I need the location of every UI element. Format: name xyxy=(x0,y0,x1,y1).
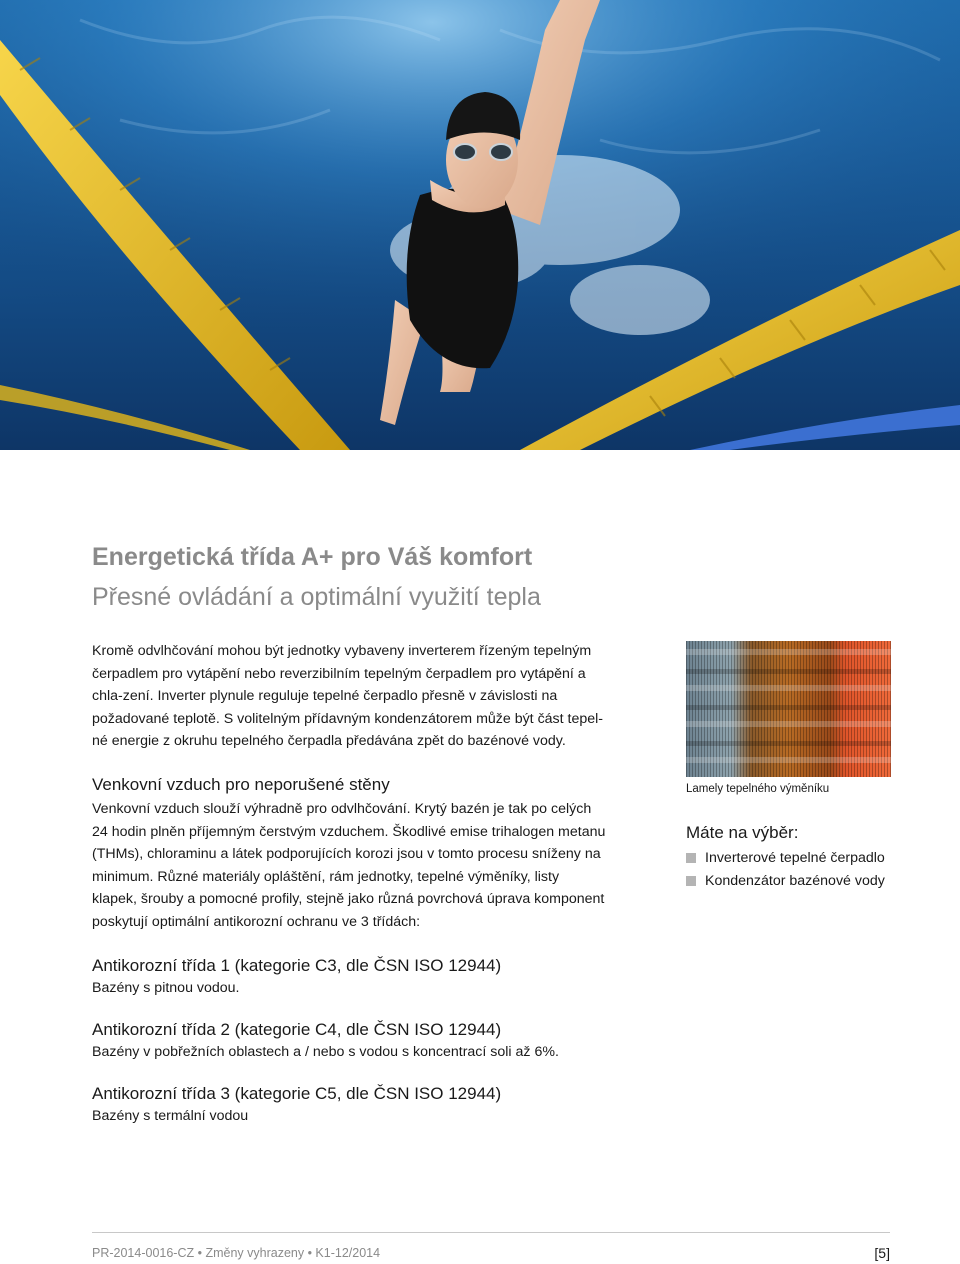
text-line: Venkovní vzduch slouží výhradně pro odvlhčování. Krytý bazén je tak po celých xyxy=(92,801,592,817)
page-number: [5] xyxy=(874,1245,890,1261)
text-line: 24 hodin plněn příjemným čerstvým vzduchem. Škodlivé emise trihalogen metanu xyxy=(92,823,606,840)
square-bullet-icon xyxy=(686,853,696,863)
text-line: požadované teplotě. S volitelným přídavným kondenzátorem může být část tepel- xyxy=(92,710,604,727)
page-title: Energetická třída A+ pro Váš komfort xyxy=(92,543,533,571)
corrosion-class-3-title: Antikorozní třída 3 (kategorie C5, dle ČSN ISO 12944) xyxy=(92,1084,502,1103)
footer-divider xyxy=(92,1232,890,1233)
text-line: poskytují optimální antikorozní ochranu ve 3 třídách: xyxy=(92,913,421,930)
intro-paragraph xyxy=(92,640,620,753)
hero-swimmer-image xyxy=(0,0,960,450)
corrosion-class-2-desc: Bazény v pobřežních oblastech a / nebo s vodou s koncentrací soli až 6%. xyxy=(92,1044,559,1060)
options-title: Máte na výběr: xyxy=(686,823,799,842)
text-line: Kromě odvlhčování mohou být jednotky vybaveny inverterem řízeným tepelným xyxy=(92,643,592,659)
section-title-outdoor-air: Venkovní vzduch pro neporušené stěny xyxy=(92,775,390,794)
image-caption: Lamely tepelného výměníku xyxy=(686,783,830,795)
outdoor-air-paragraph xyxy=(92,798,620,934)
corrosion-class-3-desc: Bazény s termální vodou xyxy=(92,1108,249,1124)
corrosion-class-2-title: Antikorozní třída 2 (kategorie C4, dle ČSN ISO 12944) xyxy=(92,1020,502,1039)
list-item xyxy=(686,869,885,892)
text-line: né energie z okruhu tepelného čerpadla předávána zpět do bazénové vody. xyxy=(92,733,566,750)
heat-exchanger-fins-illustration xyxy=(686,641,891,777)
page-subtitle: Přesné ovládání a optimální využití tepla xyxy=(92,583,541,611)
corrosion-class-1-title: Antikorozní třída 1 (kategorie C3, dle ČSN ISO 12944) xyxy=(92,956,502,975)
text-line: klapek, šrouby a pomocné profily, stejně jako různá povrchová úprava komponent xyxy=(92,891,605,908)
text-line: minimum. Různé materiály opláštění, rám jednotky, tepelné výměníky, listy xyxy=(92,868,560,885)
square-bullet-icon xyxy=(686,876,696,886)
option-label: Kondenzátor bazénové vody xyxy=(705,872,885,889)
options-list xyxy=(686,846,885,892)
swimmer-illustration xyxy=(0,0,960,450)
text-line: (THMs), chloraminu a látek podporujících korozi jsou v tomto procesu sníženy na xyxy=(92,846,601,863)
heat-exchanger-fins-image xyxy=(686,641,891,777)
text-line: čerpadlem pro vytápění nebo reverzibilním tepelným čerpadlem pro vytápění a xyxy=(92,665,586,682)
option-label: Inverterové tepelné čerpadlo xyxy=(705,849,885,866)
list-item xyxy=(686,846,885,869)
text-line: chla-zení. Inverter plynule reguluje tepelné čerpadlo přesně v závislosti na xyxy=(92,688,558,705)
corrosion-class-1-desc: Bazény s pitnou vodou. xyxy=(92,980,240,996)
footer-document-code: PR-2014-0016-CZ • Změny vyhrazeny • K1-12/2014 xyxy=(92,1246,381,1260)
